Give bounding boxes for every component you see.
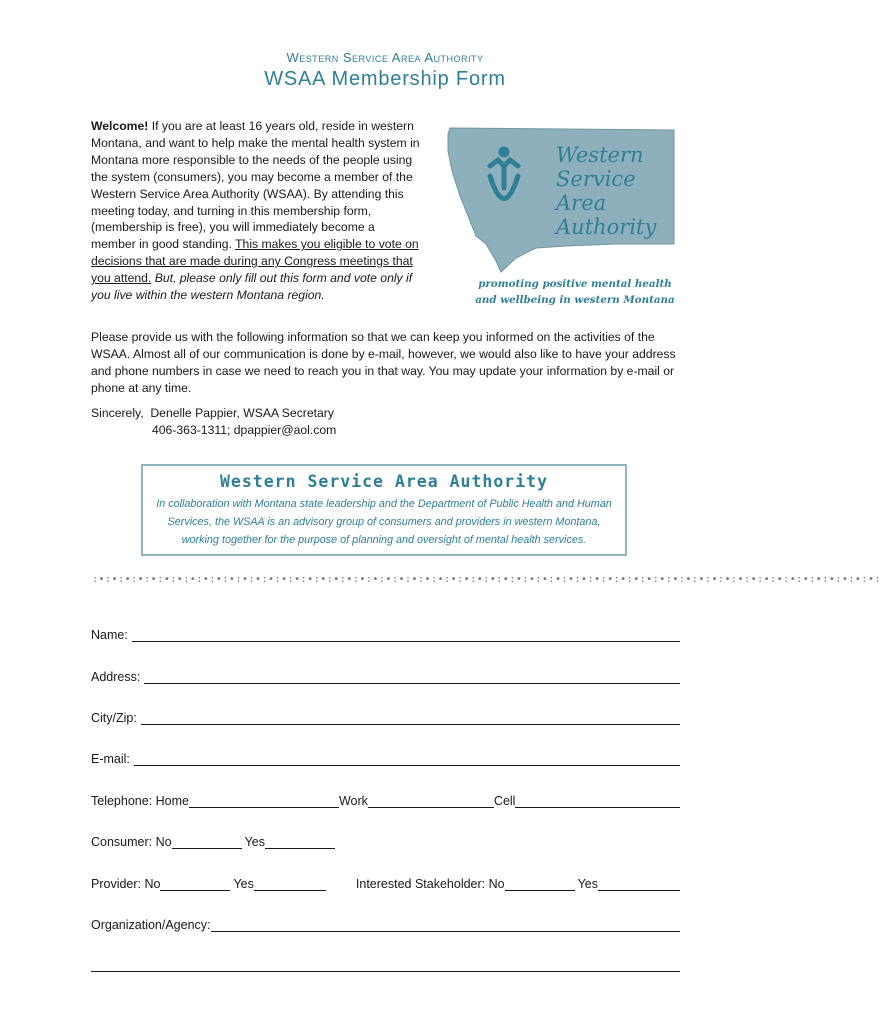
- telephone-home-field[interactable]: [189, 793, 339, 808]
- provider-yes-label: Yes: [233, 877, 254, 891]
- organization-label: Organization/Agency:: [91, 918, 211, 932]
- name-label: Name:: [91, 628, 128, 642]
- welcome-body: If you are at least 16 years old, reside in western Montana, and want to help make the mental health system in Montana more responsible to the needs of the people using the system (consumers), you may become a member of the Western Service Area Authority (WSAA). By attending this meeting today, and turning in this membership form, (membership is free), you will immediately become a member in good standing.: [91, 119, 420, 252]
- organization-field-line-2[interactable]: [91, 957, 680, 972]
- logo-line-4: Authority: [556, 215, 657, 239]
- name-row: [91, 627, 680, 642]
- consumer-yes-label: Yes: [244, 835, 265, 849]
- address-label: Address:: [91, 670, 141, 684]
- consumer-row: [91, 834, 335, 849]
- organization-field[interactable]: [211, 917, 680, 932]
- stakeholder-yes-field[interactable]: [598, 876, 680, 891]
- consumer-no-field[interactable]: [172, 834, 242, 849]
- stakeholder-yes-label: Yes: [577, 877, 598, 891]
- org-name-header: Western Service Area Authority: [286, 50, 484, 65]
- organization-row: [91, 917, 680, 932]
- about-box-body: In collaboration with Montana state leadership and the Department of Public Health and Human Services, the WSAA is an advisory group of consumers and providers in western Montana, working together for the purpose of planning and oversight of mental health services.: [156, 498, 612, 546]
- telephone-work-label: Work: [338, 794, 368, 808]
- consumer-label: Consumer: No: [91, 835, 172, 849]
- welcome-lead: Welcome!: [91, 119, 149, 133]
- cityzip-field[interactable]: [141, 710, 680, 725]
- decorative-divider: :•:•:•:•:•:•:•:•:•:•:•:•:•:•:•:•:•:•:•:•:•:•:•:•:•:•:•:•:•:•:•:•:•:•:•:•:•:•:•:•:•:•:•:•:•:•:•:•:•:•:•:•:•:•:•:•:•:•:•:•:: [92, 574, 881, 585]
- signoff: [91, 405, 336, 439]
- telephone-work-field[interactable]: [368, 793, 494, 808]
- signoff-line-1: Sincerely, Denelle Pappier, WSAA Secretary: [91, 406, 334, 420]
- stakeholder-no-field[interactable]: [505, 876, 575, 891]
- logo-tagline: [440, 276, 710, 308]
- telephone-home-label: Telephone: Home: [91, 794, 189, 808]
- name-field[interactable]: [132, 627, 680, 642]
- tagline-line-2: and wellbeing in western Montana: [475, 294, 675, 306]
- provider-row: [91, 876, 680, 891]
- welcome-underlined: This makes you eligible to vote on decisions that are made during any Congress meetings that you attend.: [91, 237, 419, 286]
- page-title: WSAA Membership Form: [264, 68, 506, 90]
- telephone-cell-field[interactable]: [515, 793, 680, 808]
- about-box-title: Western Service Area Authority: [219, 472, 548, 491]
- welcome-paragraph: [91, 118, 421, 304]
- provider-yes-field[interactable]: [254, 876, 326, 891]
- cityzip-label: City/Zip:: [91, 711, 137, 725]
- welcome-italic: But, please only fill out this form and vote only if you live within the western Montana region.: [91, 271, 413, 303]
- logo-line-2: Service: [556, 167, 636, 191]
- email-field[interactable]: [134, 751, 680, 766]
- provider-label: Provider: No: [91, 877, 161, 891]
- info-paragraph: Please provide us with the following information so that we can keep you informed on the activities of the WSAA. Almost all of our communication is done by e-mail, however, we would also like to have your address and phone numbers in case we need to reach you in that way. You may update your information by e-mail or phone at any time.: [91, 330, 676, 395]
- signoff-contact: 406-363-1311; dpappier@aol.com: [152, 423, 337, 437]
- address-field[interactable]: [144, 669, 680, 684]
- consumer-yes-field[interactable]: [265, 834, 335, 849]
- email-row: [91, 751, 680, 766]
- wsaa-logo: [446, 126, 676, 276]
- cityzip-row: [91, 710, 680, 725]
- tagline-line-1: promoting positive mental health: [478, 278, 672, 290]
- email-label: E-mail:: [91, 752, 130, 766]
- stakeholder-label: Interested Stakeholder: No: [355, 877, 505, 891]
- logo-line-3: Area: [556, 191, 607, 215]
- about-box: [141, 464, 627, 556]
- provider-no-field[interactable]: [160, 876, 230, 891]
- telephone-cell-label: Cell: [493, 794, 516, 808]
- telephone-row: [91, 793, 680, 808]
- logo-line-1: Western: [556, 143, 644, 167]
- address-row: [91, 669, 680, 684]
